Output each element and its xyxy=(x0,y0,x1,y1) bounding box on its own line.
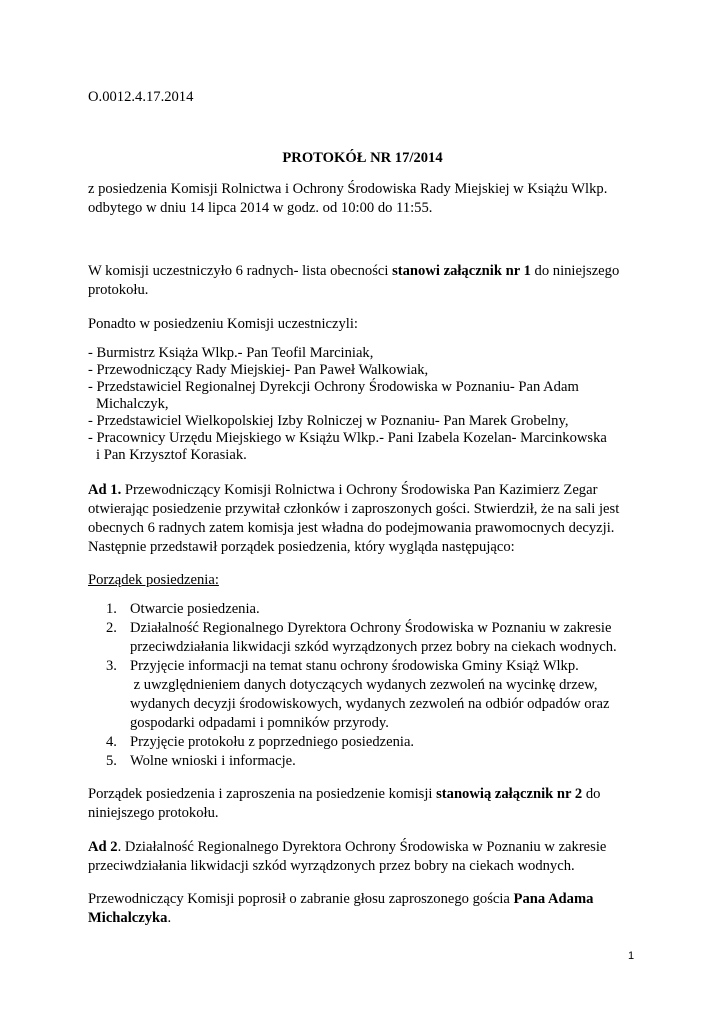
agenda-item-text: wydanych decyzji środowiskowych, wydanych zezwoleń na odbiór odpadów oraz xyxy=(130,696,610,712)
document-title: PROTOKÓŁ NR 17/2014 xyxy=(282,150,443,166)
guest-item: - Pracownicy Urzędu Miejskiego w Książu Wlkp.- Pani Izabela Kozelan- Marcinkowska xyxy=(88,430,607,446)
guest-item: - Przedstawiciel Wielkopolskiej Izby Rolniczej w Poznaniu- Pan Marek Grobelny, xyxy=(88,413,569,429)
guest-item: - Burmistrz Książa Wlkp.- Pan Teofil Marciniak, xyxy=(88,345,374,361)
ad1-line-4: Następnie przedstawił porządek posiedzenia, który wygląda następująco: xyxy=(88,539,515,555)
agenda-item-text: Przyjęcie protokołu z poprzedniego posiedzenia. xyxy=(130,734,415,750)
agenda-note-line-2: niniejszego protokołu. xyxy=(88,805,219,821)
agenda-item-number: 5. xyxy=(106,753,117,769)
agenda-item-number: 4. xyxy=(106,734,117,750)
agenda-item-text: Wolne wnioski i informacje. xyxy=(130,753,296,769)
guest-item-continuation: Michalczyk, xyxy=(96,396,169,412)
guest-item-continuation: i Pan Krzysztof Korasiak. xyxy=(96,447,247,463)
agenda-item-number: 2. xyxy=(106,620,117,636)
guests-intro: Ponadto w posiedzeniu Komisji uczestniczyli: xyxy=(88,316,358,332)
intro-line-2: odbytego w dniu 14 lipca 2014 w godz. od 10:00 do 11:55. xyxy=(88,200,433,216)
chair-request-line-1: Przewodniczący Komisji poprosił o zabranie głosu zaproszonego gościa Pana Adama xyxy=(88,891,594,907)
ad1-line-1: Ad 1. Przewodniczący Komisji Rolnictwa i Ochrony Środowiska Pan Kazimierz Zegar xyxy=(88,482,598,498)
ad2-line-1: Ad 2. Działalność Regionalnego Dyrektora Ochrony Środowiska w Poznaniu w zakresie xyxy=(88,839,607,855)
agenda-item-text: przeciwdziałania likwidacji szkód wyrządzonych przez bobry na ciekach wodnych. xyxy=(130,639,617,655)
agenda-item-text: Otwarcie posiedzenia. xyxy=(130,601,260,617)
ad1-line-3: obecnych 6 radnych zatem komisja jest władna do podejmowania prawomocnych decyzji. xyxy=(88,520,615,536)
chair-request-line-2: Michalczyka. xyxy=(88,910,172,926)
page-number: 1 xyxy=(628,950,635,962)
guest-item: - Przewodniczący Rady Miejskiej- Pan Paweł Walkowiak, xyxy=(88,362,429,378)
agenda-item-number: 1. xyxy=(106,601,117,617)
agenda-item-number: 3. xyxy=(106,658,117,674)
agenda-item-text: Działalność Regionalnego Dyrektora Ochrony Środowiska w Poznaniu w zakresie xyxy=(130,620,612,636)
agenda-item-text: Przyjęcie informacji na temat stanu ochrony środowiska Gminy Książ Wlkp. xyxy=(130,658,579,674)
ad1-line-2: otwierając posiedzenie przywitał członków i zaproszonych gości. Stwierdził, że na sali jest xyxy=(88,501,620,517)
agenda-heading: Porządek posiedzenia: xyxy=(88,572,219,588)
guest-item: - Przedstawiciel Regionalnej Dyrekcji Ochrony Środowiska w Poznaniu- Pan Adam xyxy=(88,379,579,395)
ad2-line-2: przeciwdziałania likwidacji szkód wyrządzonych przez bobry na ciekach wodnych. xyxy=(88,858,575,874)
intro-line-1: z posiedzenia Komisji Rolnictwa i Ochrony Środowiska Rady Miejskiej w Książu Wlkp. xyxy=(88,181,608,197)
agenda-item-text: z uwzględnieniem danych dotyczących wydanych zezwoleń na wycinkę drzew, xyxy=(130,677,598,693)
attendance-line-2: protokołu. xyxy=(88,282,149,298)
document-reference: O.0012.4.17.2014 xyxy=(88,89,194,105)
attendance-line-1: W komisji uczestniczyło 6 radnych- lista obecności stanowi załącznik nr 1 do niniejszego xyxy=(88,263,620,279)
agenda-item-text: gospodarki odpadami i pomników przyrody. xyxy=(130,715,389,731)
agenda-note-line-1: Porządek posiedzenia i zaproszenia na posiedzenie komisji stanowią załącznik nr 2 do xyxy=(88,786,601,802)
